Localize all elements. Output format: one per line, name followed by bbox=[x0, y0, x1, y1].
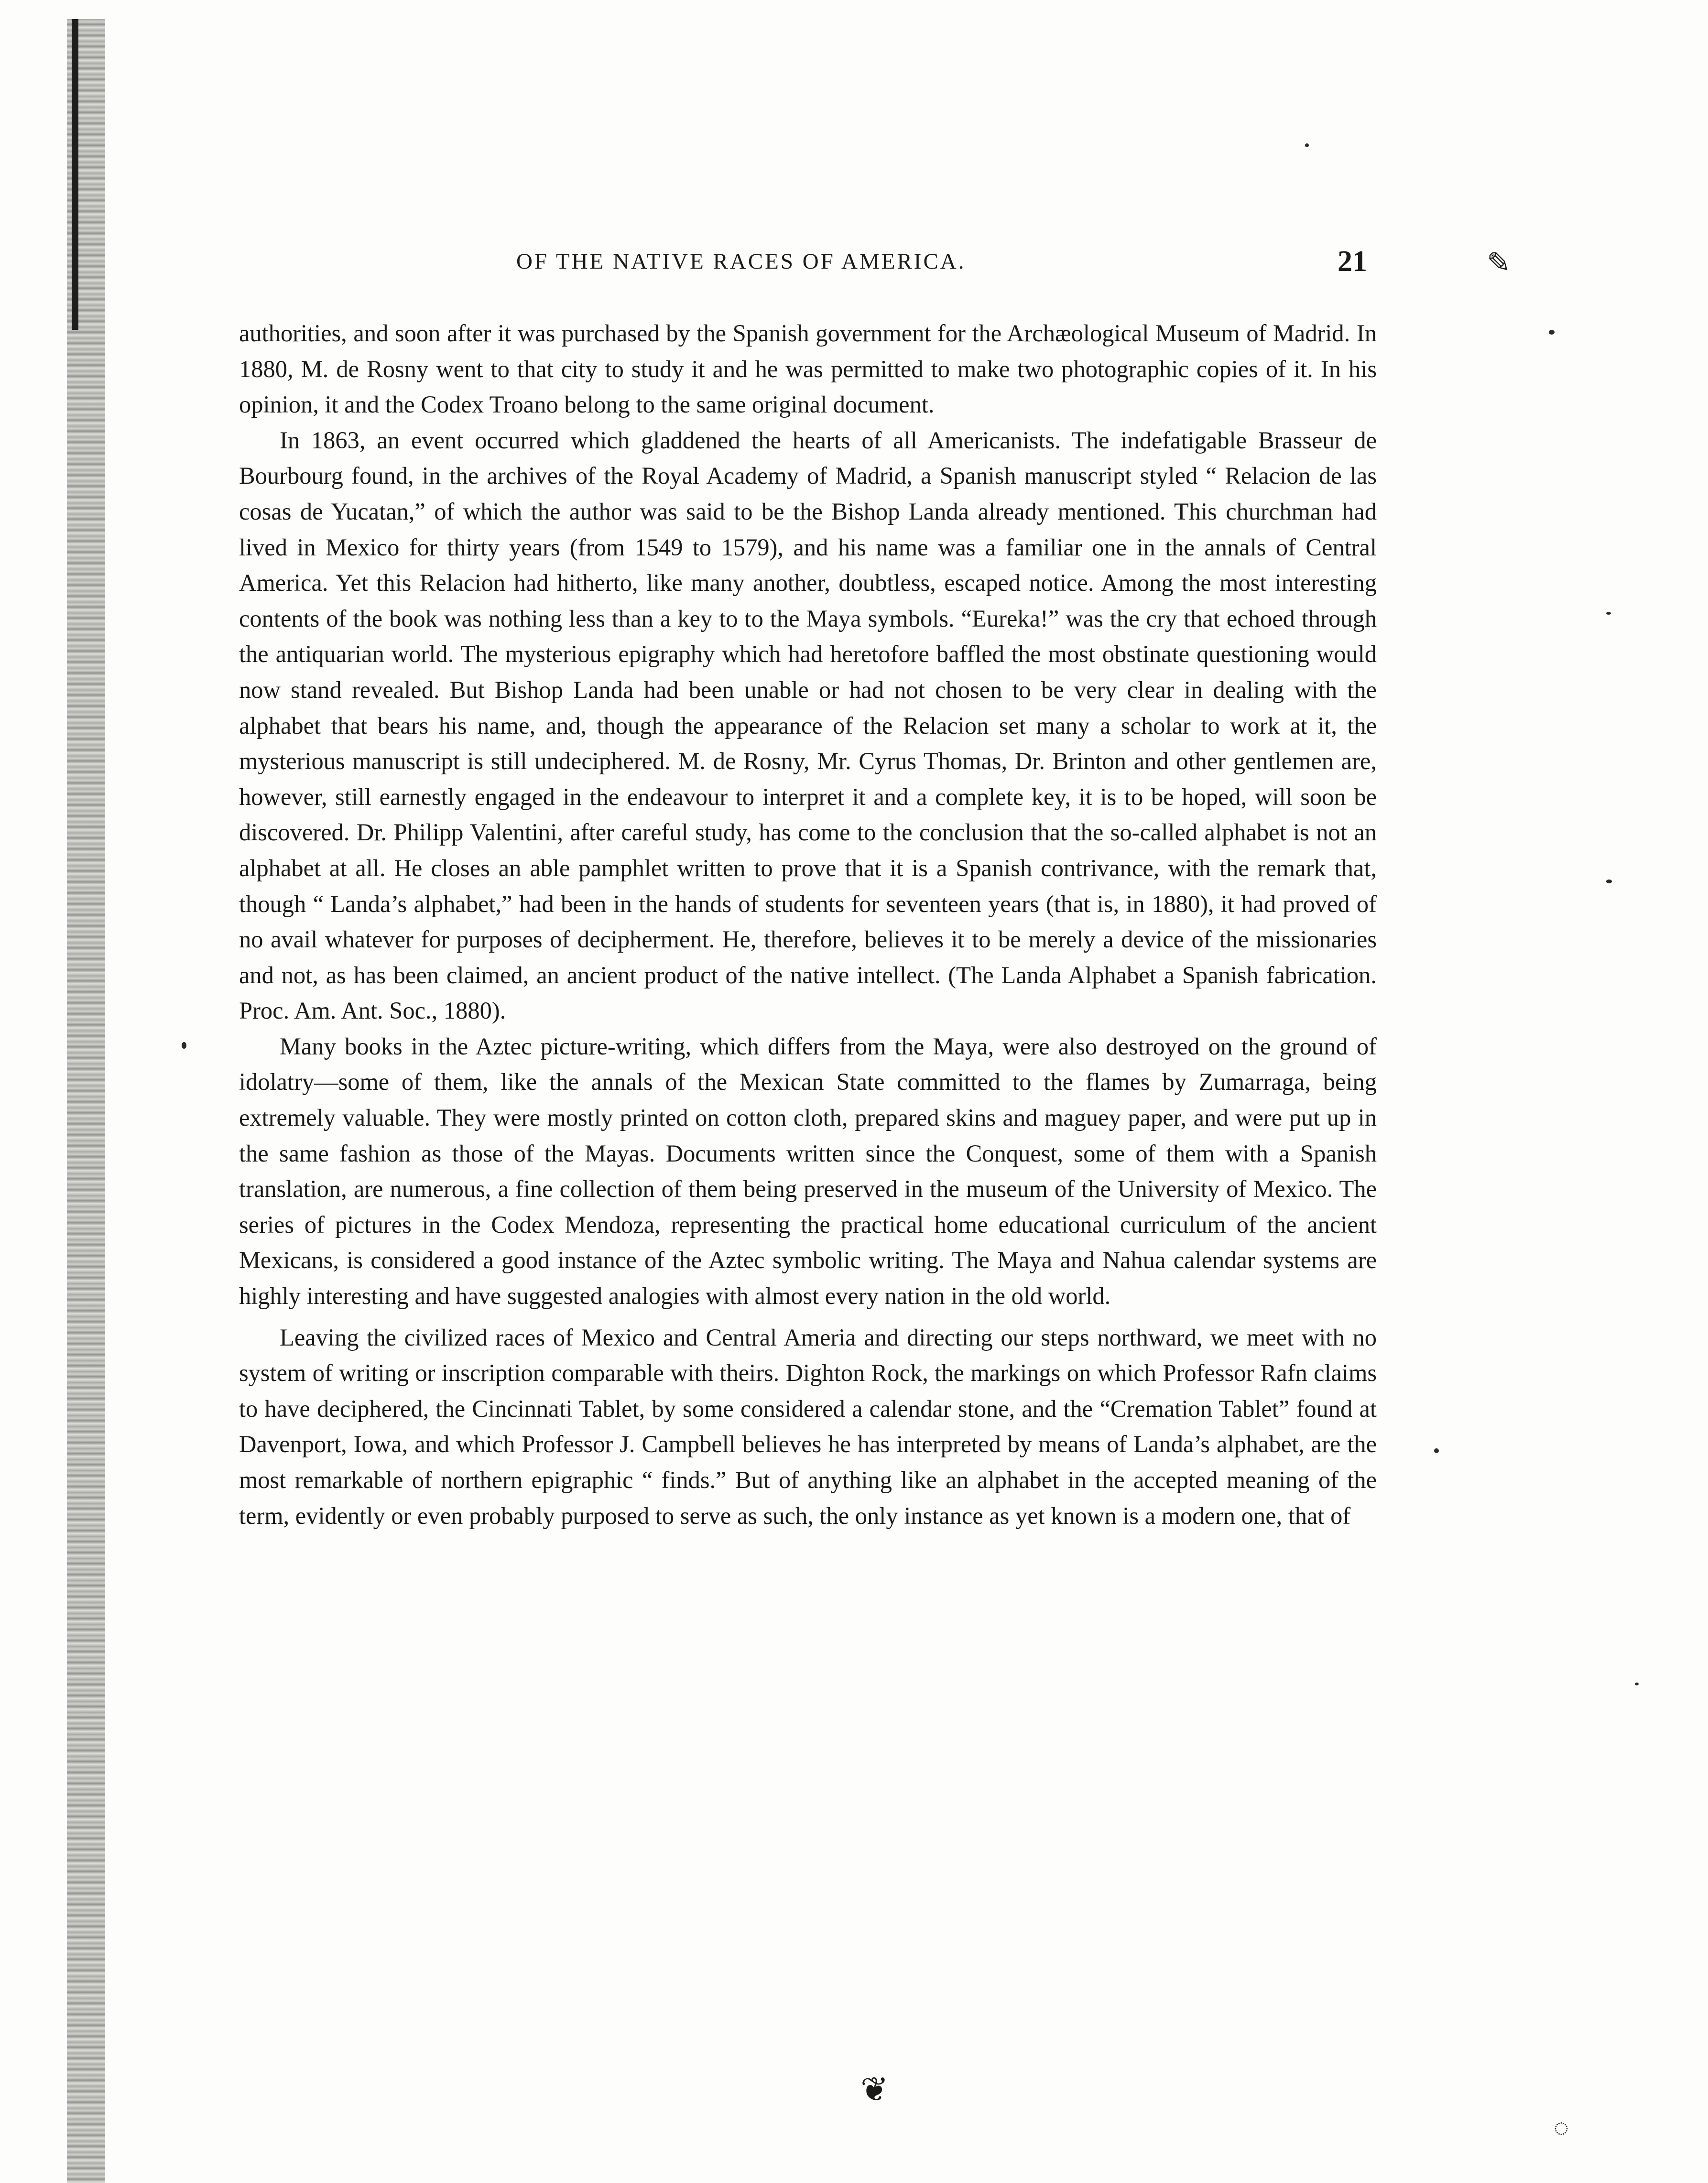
scan-binding-edge bbox=[0, 0, 143, 2183]
page-number: 21 bbox=[1338, 245, 1367, 278]
running-header bbox=[239, 245, 1377, 287]
corner-stain-mark: ◌ bbox=[1554, 2113, 1569, 2142]
ink-speck bbox=[1305, 143, 1309, 147]
ink-speck bbox=[1635, 1683, 1639, 1685]
ink-speck bbox=[182, 1042, 186, 1049]
ink-speck bbox=[1549, 330, 1555, 335]
ink-speck bbox=[1606, 612, 1611, 615]
paragraph-northern-inscriptions: Leaving the civilized races of Mexico and Central Ameria and directing our steps northward, we meet with no system of writing or inscription comparable with theirs. Dighton Rock, the markings on which Professor Rafn claims to have deciphered, the Cincinnati Tablet, by some considered a calendar stone, and the “Cremation Tablet” found at Davenport, Iowa, and which Professor J. Campbell believes he has interpreted by means of Landa’s alphabet, are the most remarkable of northern epigraphic “ finds.” But of anything like an alphabet in the accepted meaning of the term, evidently or even probably purposed to serve as such, the only instance as yet known is a modern one, that of bbox=[239, 1324, 1377, 1529]
margin-blot-mark: ✎ bbox=[1487, 247, 1511, 279]
paragraph-aztec-picture-writing: Many books in the Aztec picture-writing, which differs from the Maya, were also destroyed on the ground of idolatry—some of them, like the annals of the Mexican State committed to the flames by Zumarraga, being extremely valuable. They were mostly printed on cotton cloth, prepared skins and maguey paper, and were put up in the same fashion as those of the Mayas. Documents written since the Conquest, some of them with a Spanish translation, are numerous, a fine collection of them being preserved in the museum of the University of Mexico. The series of pictures in the Codex Mendoza, representing the practical home educational curriculum of the ancient Mexicans, is considered a good instance of the Aztec symbolic writing. The Maya and Nahua calendar systems are highly interesting and have suggested analogies with almost every nation in the old world. bbox=[239, 1032, 1377, 1310]
ink-speck bbox=[1434, 1448, 1439, 1453]
body-text bbox=[239, 315, 1377, 1533]
binding-dark-bar bbox=[72, 19, 78, 330]
paragraph-continued: authorities, and soon after it was purchased by the Spanish government for the Archæological Museum of Madrid. In 1880, M. de Rosny went to that city to study it and he was permitted to make two photographic copies of it. In his opinion, it and the Codex Troano belong to the same original document. bbox=[239, 320, 1377, 418]
ink-speck bbox=[1606, 880, 1612, 883]
binding-shadow bbox=[67, 19, 105, 2183]
paragraph-landa-relacion: In 1863, an event occurred which gladdened the hearts of all Americanists. The indefatigable Brasseur de Bourbourg found, in the archives of the Royal Academy of Madrid, a Spanish manuscript styled “ Relacion de las cosas de Yucatan,” of which the author was said to be the Bishop Landa already mentioned. This churchman had lived in Mexico for thirty years (from 1549 to 1579), and his name was a familiar one in the annals of Central America. Yet this Relacion had hitherto, like many another, doubtless, escaped notice. Among the most interesting contents of the book was nothing less than a key to to the Maya symbols. “Eureka!” was the cry that echoed through the antiquarian world. The mysterious epigraphy which had heretofore baffled the most obstinate questioning would now stand revealed. But Bishop Landa had been unable or had not chosen to be very clear in dealing with the alphabet that bears his name, and, though the appearance of the Relacion set many a scholar to work at it, the mysterious manuscript is still undeciphered. M. de Rosny, Mr. Cyrus Thomas, Dr. Brinton and other gentlemen are, however, still earnestly engaged in the endeavour to interpret it and a complete key, it is to be hoped, will soon be discovered. Dr. Philipp Valentini, after careful study, has come to the conclusion that the so-called alphabet is not an alphabet at all. He closes an able pamphlet written to prove that it is a Spanish contrivance, with the remark that, though “ Landa’s alphabet,” had been in the hands of students for seventeen years (that is, in 1880), it had proved of no avail whatever for purposes of decipherment. He, therefore, believes it to be merely a device of the missionaries and not, as has been claimed, an ancient product of the native intellect. (The Landa Alphabet a Spanish fabrication. Proc. Am. Ant. Soc., 1880). bbox=[239, 426, 1377, 1024]
running-title: OF THE NATIVE RACES OF AMERICA. bbox=[516, 249, 966, 274]
printer-ornament-icon: ❦ bbox=[860, 2072, 889, 2108]
